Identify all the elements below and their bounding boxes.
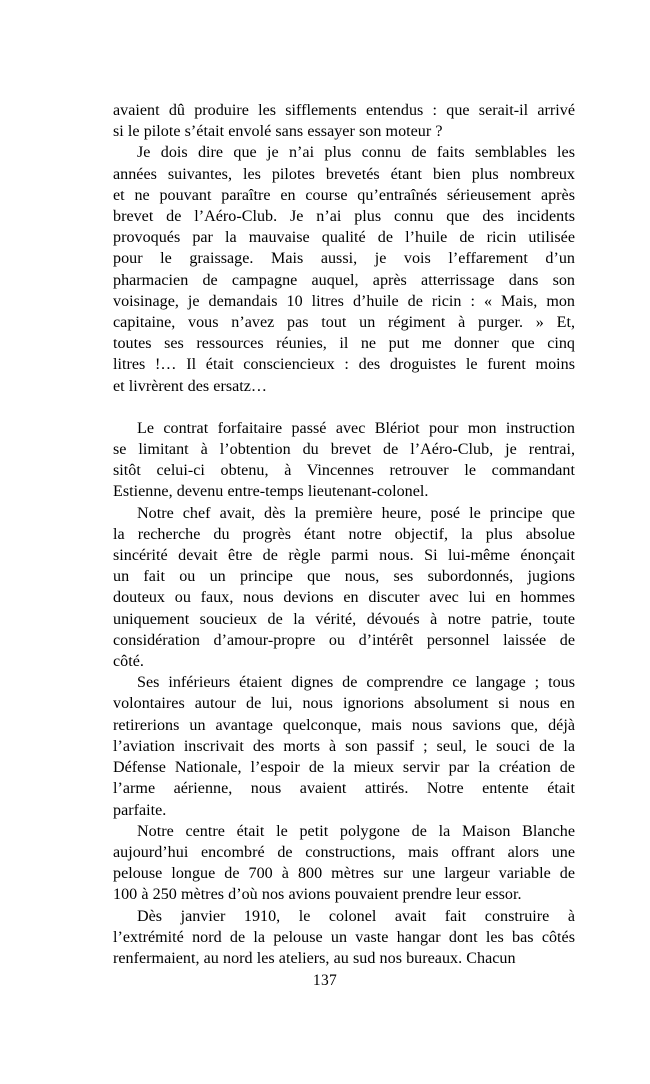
text-line: l’arme aérienne, nous avaient attirés. Notre entente était: [113, 780, 575, 798]
text-line: douteux ou faux, nous devions en discuter avec lui en hommes: [113, 589, 575, 607]
paragraph-separator: [113, 397, 575, 418]
text-line: sitôt celui-ci obtenu, à Vincennes retrouver le commandant: [113, 462, 575, 480]
text-line: uniquement soucieux de la vérité, dévoués à notre patrie, toute: [113, 610, 575, 628]
text-line: pour le graissage. Mais aussi, je vois l’effarement d’un: [113, 250, 575, 268]
text-line: litres !… Il était consciencieux : des droguistes le furent moins: [113, 356, 575, 374]
text-line: Défense Nationale, l’espoir de la mieux servir par la création de: [113, 759, 575, 777]
text-line: capitaine, vous n’avez pas tout un régiment à purger. » Et,: [113, 314, 575, 332]
text-line: Estienne, devenu entre-temps lieutenant-colonel.: [113, 483, 429, 501]
text-line: côté.: [113, 653, 144, 671]
paragraph: [113, 100, 575, 142]
text-line: 100 à 250 mètres d’où nos avions pouvaient prendre leur essor.: [113, 886, 522, 904]
text-line: se limitant à l’obtention du brevet de l’Aéro-Club, je rentrai,: [113, 441, 575, 459]
text-line: Dès janvier 1910, le colonel avait fait construire à: [137, 907, 575, 925]
text-line: pharmacien de campagne auquel, après atterrissage dans son: [113, 271, 575, 289]
body-text-column: [113, 100, 575, 969]
paragraph: [113, 672, 575, 820]
text-line: un fait ou un principe que nous, ses subordonnés, jugions: [113, 568, 575, 586]
paragraph: [113, 503, 575, 673]
page-number: 137: [312, 972, 338, 989]
text-line: Ses inférieurs étaient dignes de comprendre ce langage ; tous: [137, 674, 575, 692]
paragraph: [113, 142, 575, 396]
paragraph: [113, 821, 575, 906]
text-line: Notre centre était le petit polygone de la Maison Blanche: [137, 822, 575, 840]
text-line: et livrèrent des ersatz…: [113, 377, 268, 395]
paragraph: [113, 418, 575, 503]
text-line: provoqués par la mauvaise qualité de l’huile de ricin utilisée: [113, 229, 575, 247]
text-line: aujourd’hui encombré de constructions, mais offrant alors une: [113, 843, 575, 861]
text-line: Le contrat forfaitaire passé avec Blériot pour mon instruction: [137, 419, 575, 437]
text-line: brevet de l’Aéro-Club. Je n’ai plus connu que des incidents: [113, 208, 575, 226]
text-line: pelouse longue de 700 à 800 mètres sur une largeur variable de: [113, 865, 575, 883]
text-line: avaient dû produire les sifflements entendus : que serait-il arrivé: [113, 102, 575, 119]
text-line: volontaires autour de lui, nous ignorions absolument si nous en: [113, 695, 575, 713]
paragraph: [113, 906, 575, 970]
text-line: sincérité devait être de règle parmi nous. Si lui-même énonçait: [113, 547, 575, 565]
text-line: voisinage, je demandais 10 litres d’huile de ricin : « Mais, mon: [113, 292, 575, 310]
text-line: renfermaient, au nord les ateliers, au sud nos bureaux. Chacun: [113, 949, 516, 967]
text-line: toutes ses ressources réunies, il ne put me donner que cinq: [113, 335, 575, 353]
text-line: considération d’amour-propre ou d’intérêt personnel laissée de: [113, 631, 575, 649]
text-line: et ne pouvant paraître en course qu’entraînés sérieusement après: [113, 186, 575, 204]
text-line: Notre chef avait, dès la première heure, posé le principe que: [137, 504, 575, 522]
text-line: la recherche du progrès étant notre objectif, la plus absolue: [113, 525, 575, 543]
text-line: si le pilote s’était envolé sans essayer son moteur ?: [113, 123, 443, 141]
text-line: l’extrémité nord de la pelouse un vaste hangar dont les bas côtés: [113, 928, 575, 946]
text-line: Je dois dire que je n’ai plus connu de faits semblables les: [137, 144, 575, 162]
text-line: retirerions un avantage quelconque, mais nous savions que, déjà: [113, 716, 575, 734]
text-line: l’aviation inscrivait des morts à son passif ; seul, le souci de la: [113, 737, 575, 755]
text-line: parfaite.: [113, 801, 167, 819]
text-line: années suivantes, les pilotes brevetés étant bien plus nombreux: [113, 165, 575, 183]
